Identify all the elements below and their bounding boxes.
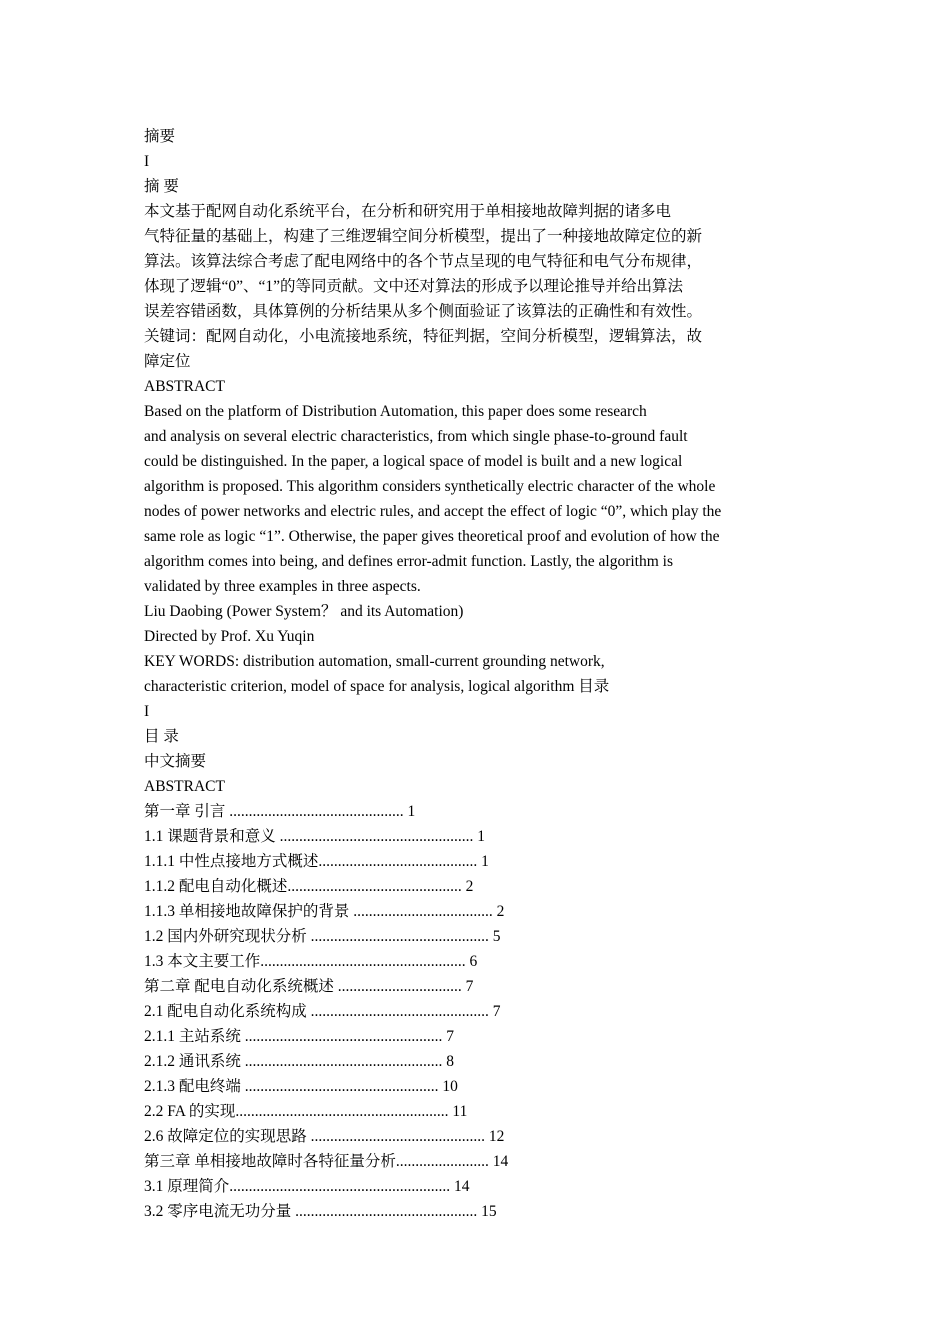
- abstract-en-title: ABSTRACT: [144, 378, 225, 395]
- toc-entry[interactable]: 1.3 本文主要工作..................................................... 6: [144, 953, 478, 970]
- keywords-en-continued: characteristic criterion, model of space for analysis, logical algorithm 目录: [144, 678, 610, 695]
- document-page: [144, 124, 804, 1224]
- abstract-cn-title: 摘 要: [144, 178, 179, 195]
- toc-entry[interactable]: 3.2 零序电流无功分量 ............................................... 15: [144, 1203, 497, 1220]
- abstract-cn-line: 体现了逻辑“0”、“1”的等同贡献。文中还对算法的形成予以理论推导并给出算法: [144, 278, 684, 295]
- toc-entry[interactable]: 1.1.1 中性点接地方式概述......................................... 1: [144, 853, 489, 870]
- toc-entry[interactable]: 2.1 配电自动化系统构成 .............................................. 7: [144, 1003, 501, 1020]
- toc-entry[interactable]: ABSTRACT: [144, 778, 225, 795]
- toc-entry[interactable]: 2.1.3 配电终端 .................................................. 10: [144, 1078, 458, 1095]
- abstract-en-line: algorithm is proposed. This algorithm considers synthetically electric character of the whole: [144, 478, 716, 495]
- keywords-cn-continued: 障定位: [144, 353, 191, 370]
- toc-entry[interactable]: 2.1.2 通讯系统 ................................................... 8: [144, 1053, 455, 1070]
- toc-entry[interactable]: 第二章 配电自动化系统概述 ................................ 7: [144, 978, 474, 995]
- toc-entry[interactable]: 3.1 原理简介......................................................... 14: [144, 1178, 470, 1195]
- page-number-roman: I: [144, 153, 150, 170]
- toc-entry[interactable]: 1.1.2 配电自动化概述............................................. 2: [144, 878, 474, 895]
- abstract-heading: 摘要: [144, 128, 176, 145]
- toc-entry[interactable]: 第一章 引言 ............................................. 1: [144, 803, 416, 820]
- toc-entry[interactable]: 1.1.3 单相接地故障保护的背景 .................................... 2: [144, 903, 505, 920]
- toc-entry[interactable]: 第三章 单相接地故障时各特征量分析........................ 14: [144, 1153, 509, 1170]
- author-line: Liu Daobing (Power System？ and its Automation): [144, 603, 464, 620]
- abstract-cn-line: 算法。该算法综合考虑了配电网络中的各个节点呈现的电气特征和电气分布规律，: [144, 253, 703, 270]
- keywords-cn: 关键词：配网自动化，小电流接地系统，特征判据，空间分析模型，逻辑算法，故: [144, 328, 703, 345]
- director-line: Directed by Prof. Xu Yuqin: [144, 628, 315, 645]
- abstract-cn-line: 气特征量的基础上，构建了三维逻辑空间分析模型，提出了一种接地故障定位的新: [144, 228, 703, 245]
- abstract-en-line: Based on the platform of Distribution Automation, this paper does some research: [144, 403, 647, 420]
- toc-entry[interactable]: 1.2 国内外研究现状分析 .............................................. 5: [144, 928, 501, 945]
- toc-entry[interactable]: 2.1.1 主站系统 ................................................... 7: [144, 1028, 455, 1045]
- abstract-cn-line: 误差容错函数，具体算例的分析结果从多个侧面验证了该算法的正确性和有效性。: [144, 303, 703, 320]
- abstract-en-line: could be distinguished. In the paper, a logical space of model is built and a new logical: [144, 453, 683, 470]
- toc-entry[interactable]: 1.1 课题背景和意义 .................................................. 1: [144, 828, 486, 845]
- toc-title: 目 录: [144, 728, 179, 745]
- abstract-en-line: same role as logic “1”. Otherwise, the paper gives theoretical proof and evolution of how the: [144, 528, 720, 545]
- abstract-cn-line: 本文基于配网自动化系统平台，在分析和研究用于单相接地故障判据的诸多电: [144, 203, 672, 220]
- toc-entry[interactable]: 中文摘要: [144, 753, 207, 770]
- keywords-en: KEY WORDS: distribution automation, small-current grounding network,: [144, 653, 605, 670]
- abstract-en-line: validated by three examples in three aspects.: [144, 578, 421, 595]
- toc-entry[interactable]: 2.6 故障定位的实现思路 ............................................. 12: [144, 1128, 505, 1145]
- toc-page-number-roman: I: [144, 703, 150, 720]
- abstract-en-line: algorithm comes into being, and defines error-admit function. Lastly, the algorithm is: [144, 553, 673, 570]
- toc-entry[interactable]: 2.2 FA 的实现....................................................... 11: [144, 1103, 468, 1120]
- abstract-en-line: nodes of power networks and electric rules, and accept the effect of logic “0”, which play the: [144, 503, 722, 520]
- abstract-en-line: and analysis on several electric characteristics, from which single phase-to-ground fault: [144, 428, 688, 445]
